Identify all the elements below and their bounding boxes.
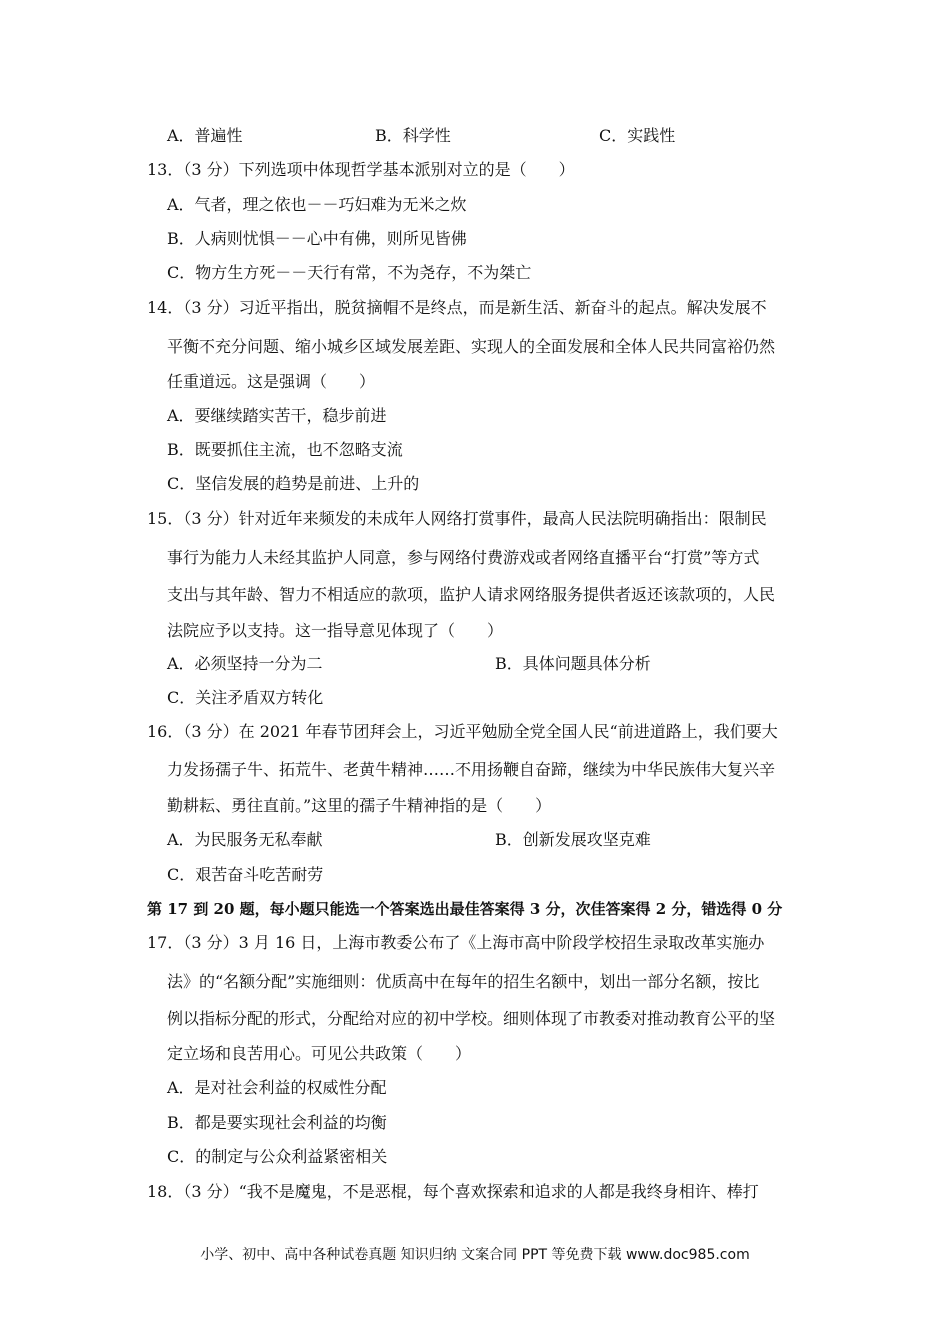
q16-option-b: B．创新发展攻坚克难 — [495, 830, 651, 849]
q16-option-a: A．为民服务无私奉献 — [167, 830, 323, 849]
q17-option-b: B．都是要实现社会利益的均衡 — [167, 1113, 387, 1132]
q15-stem-line-2: 事行为能力人未经其监护人同意，参与网络付费游戏或者网络直播平台“打赏”等方式 — [167, 548, 760, 567]
q18-stem-line-1: 18．（3 分）“我不是魔鬼，不是恶棍，每个喜欢探索和追求的人都是我终身相许、棒打 — [147, 1182, 759, 1201]
q12-option-a: A．普遍性 — [167, 126, 243, 145]
q17-stem-line-2: 法》的“名额分配”实施细则：优质高中在每年的招生名额中，划出一部分名额，按比 — [167, 972, 760, 991]
q13-option-b: B．人病则忧惧－－心中有佛，则所见皆佛 — [167, 229, 467, 248]
q14-stem-line-3: 任重道远。这是强调（ ） — [167, 372, 376, 391]
q15-stem-line-4: 法院应予以支持。这一指导意见体现了（ ） — [167, 621, 504, 640]
q17-option-c: C．的制定与公众利益紧密相关 — [167, 1147, 388, 1166]
q16-stem-line-2: 力发扬孺子牛、拓荒牛、老黄牛精神……不用扬鞭自奋蹄，继续为中华民族伟大复兴辛 — [167, 760, 776, 779]
q16-stem-line-3: 勤耕耘、勇往直前。”这里的孺子牛精神指的是（ ） — [167, 796, 552, 815]
q15-option-b: B．具体问题具体分析 — [495, 654, 651, 673]
q15-stem-line-3: 支出与其年龄、智力不相适应的款项，监护人请求网络服务提供者返还该款项的，人民 — [167, 585, 776, 604]
q14-option-b: B．既要抓住主流，也不忽略支流 — [167, 440, 403, 459]
q15-option-c: C．关注矛盾双方转化 — [167, 688, 324, 707]
q14-stem-line-2: 平衡不充分问题、缩小城乡区域发展差距、实现人的全面发展和全体人民共同富裕仍然 — [167, 337, 776, 356]
q14-stem-line-1: 14．（3 分）习近平指出，脱贫摘帽不是终点，而是新生活、新奋斗的起点。解决发展不 — [147, 298, 767, 317]
q17-stem-line-1: 17．（3 分）3 月 16 日，上海市教委公布了《上海市高中阶段学校招生录取改革实施办 — [147, 933, 765, 952]
q14-option-a: A．要继续踏实苦干，稳步前进 — [167, 406, 387, 425]
q13-stem: 13．（3 分）下列选项中体现哲学基本派别对立的是（ ） — [147, 160, 575, 179]
page-footer: 小学、初中、高中各种试卷真题 知识归纳 文案合同 PPT 等免费下载 www.doc985.com — [200, 1247, 750, 1263]
q17-option-a: A．是对社会利益的权威性分配 — [167, 1078, 387, 1097]
q14-option-c: C．坚信发展的趋势是前进、上升的 — [167, 474, 420, 493]
q15-option-a: A．必须坚持一分为二 — [167, 654, 323, 673]
q12-option-c: C．实践性 — [599, 126, 676, 145]
section-heading: 第 17 到 20 题，每小题只能选一个答案选出最佳答案得 3 分，次佳答案得 2 分，错选得 0 分 — [147, 900, 783, 918]
q16-option-c: C．艰苦奋斗吃苦耐劳 — [167, 865, 324, 884]
q15-stem-line-1: 15．（3 分）针对近年来频发的未成年人网络打赏事件，最高人民法院明确指出：限制民 — [147, 509, 767, 528]
q13-option-c: C．物方生方死－－天行有常，不为尧存，不为桀亡 — [167, 263, 532, 282]
q17-stem-line-3: 例以指标分配的形式，分配给对应的初中学校。细则体现了市教委对推动教育公平的坚 — [167, 1009, 776, 1028]
q12-option-b: B．科学性 — [375, 126, 451, 145]
q16-stem-line-1: 16．（3 分）在 2021 年春节团拜会上，习近平勉励全党全国人民“前进道路上，我们要大 — [147, 722, 778, 741]
q17-stem-line-4: 定立场和良苦用心。可见公共政策（ ） — [167, 1044, 472, 1063]
q13-option-a: A．气者，理之依也－－巧妇难为无米之炊 — [167, 195, 467, 214]
